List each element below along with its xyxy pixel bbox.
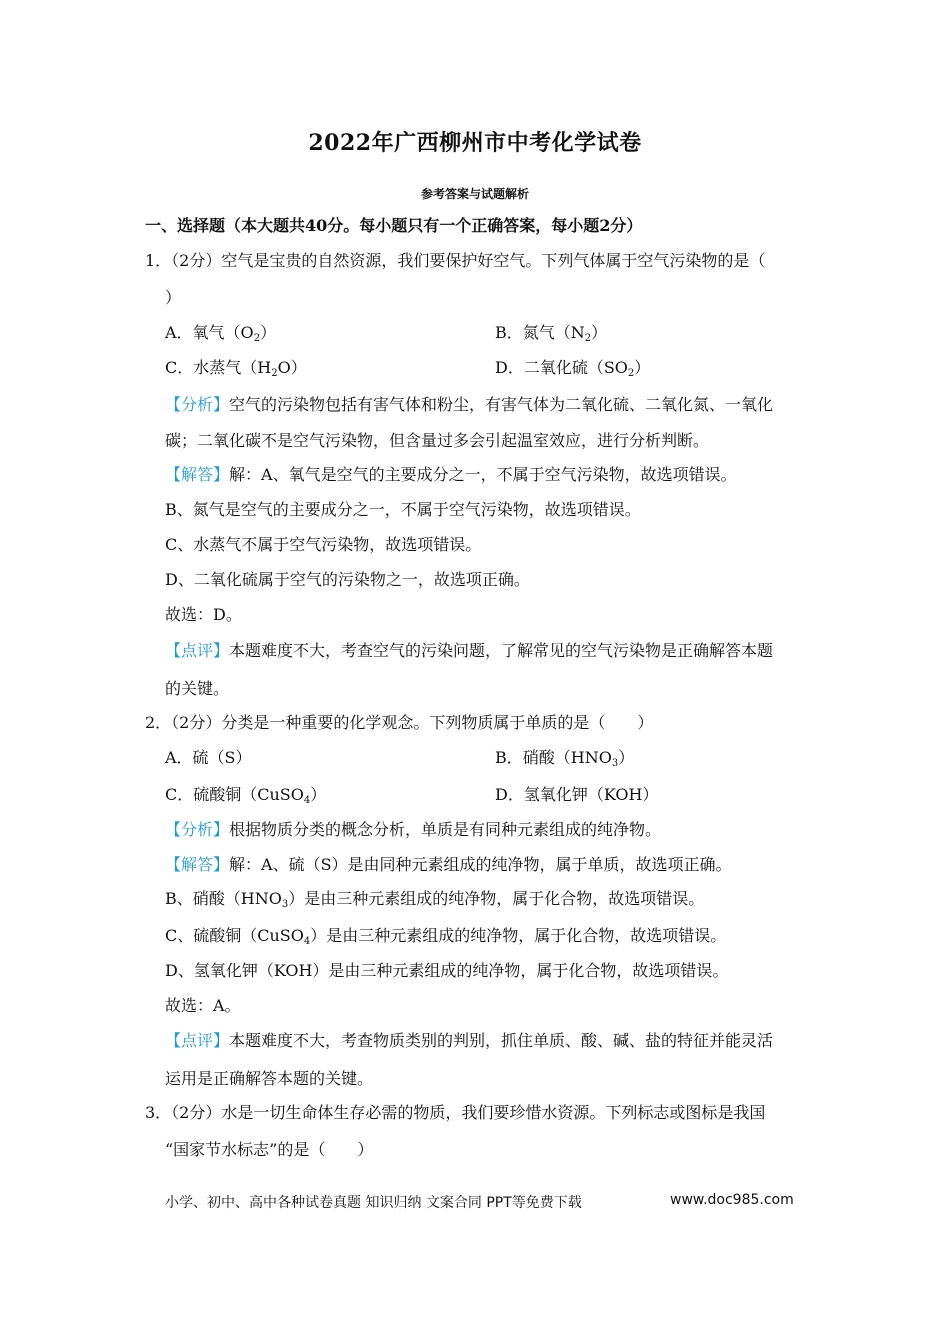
q2-stem: 2．（2分）分类是一种重要的化学观念。下列物质属于单质的是（ ） [145,713,654,732]
q1-answer-c: C、水蒸气不属于空气污染物，故选项错误。 [165,535,482,554]
q2-answer-c: C、硫酸铜（CuSO$_4$）是由三种元素组成的纯净物，属于化合物，故选项错误。 [165,926,727,947]
analysis-tag: 【分析】 [165,395,230,414]
page-subtitle: 参考答案与试题解析 [420,187,529,201]
q2-option-b: B．硝酸$(HNO_3)$ [495,748,635,769]
comment-tag: 【点评】 [165,641,230,660]
q1-comment-cont: 的关键。 [165,679,230,698]
comment-tag: 【点评】 [165,1031,230,1050]
q2-option-d: D．氢氧化钾（KOH） [495,785,659,804]
q1-option-a: A．氧气$(O_2)$ [165,323,277,344]
q1-choice: 故选：D。 [165,605,242,624]
q2-option-c: C．硫酸铜（CuSO$_4$） [165,785,327,806]
answer-tag: 【解答】 [165,855,230,874]
answer-tag: 【解答】 [165,465,230,484]
q1-answer-b: B、氮气是空气的主要成分之一，不属于空气污染物，故选项错误。 [165,500,641,519]
q1-stem-cont: ） [165,288,182,307]
q3-stem: 3．（2分）水是一切生命体生存必需的物质，我们要珍惜水资源。下列标志或图标是我国 [145,1103,766,1122]
q2-comment-cont: 运用是正确解答本题的关键。 [165,1069,374,1088]
q1-answer: 【解答】解：A、氧气是空气的主要成分之一，不属于空气污染物，故选项错误。 [165,465,737,484]
q2-comment: 【点评】本题难度不大，考查物质类别的判别，抓住单质、酸、碱、盐的特征并能灵活 [165,1031,774,1050]
q1-analysis-cont: 碳；二氧化碳不是空气污染物，但含量过多会引起温室效应，进行分析判断。 [165,431,710,450]
q2-analysis: 【分析】根据物质分类的概念分析，单质是有同种元素组成的纯净物。 [165,820,662,839]
analysis-tag: 【分析】 [165,820,230,839]
q1-stem: 1．（2分）空气是宝贵的自然资源，我们要保护好空气。下列气体属于空气污染物的是（ [145,251,766,270]
q2-answer-b: B、硝酸$(HNO_3)$是由三种元素组成的纯净物，属于化合物，故选项错误。 [165,889,705,910]
q1-analysis: 【分析】空气的污染物包括有害气体和粉尘，有害气体为二氧化硫、二氧化氮、一氧化 [165,395,774,414]
footer-text: 小学、初中、高中各种试卷真题 知识归纳 文案合同 PPT等免费下载 [165,1195,582,1211]
q2-answer: 【解答】解：A、硫（S）是由同种元素组成的纯净物，属于单质，故选项正确。 [165,855,732,874]
q1-option-c: C．水蒸气$(H_2O)$ [165,358,307,379]
q3-stem-cont: “国家节水标志”的是（ ） [165,1140,374,1159]
section-heading: 一、选择题（本大题共40分。每小题只有一个正确答案，每小题2分） [145,216,643,235]
footer-url[interactable]: www.doc985.com [670,1192,794,1208]
q1-option-d: D．二氧化硫$(SO_2)$ [495,358,651,379]
page-title: 2022年广西柳州市中考化学试卷 [308,130,642,156]
q2-answer-d: D、氢氧化钾（KOH）是由三种元素组成的纯净物，属于化合物，故选项错误。 [165,961,729,980]
q2-option-a: A．硫（S） [165,748,252,767]
q1-option-b: B．氮气$(N_2)$ [495,323,608,344]
q1-answer-d: D、二氧化硫属于空气的污染物之一，故选项正确。 [165,570,530,589]
page-footer [165,1192,794,1212]
q1-comment: 【点评】本题难度不大，考查空气的污染问题，了解常见的空气污染物是正确解答本题 [165,641,774,660]
q2-choice: 故选：A。 [165,996,241,1015]
